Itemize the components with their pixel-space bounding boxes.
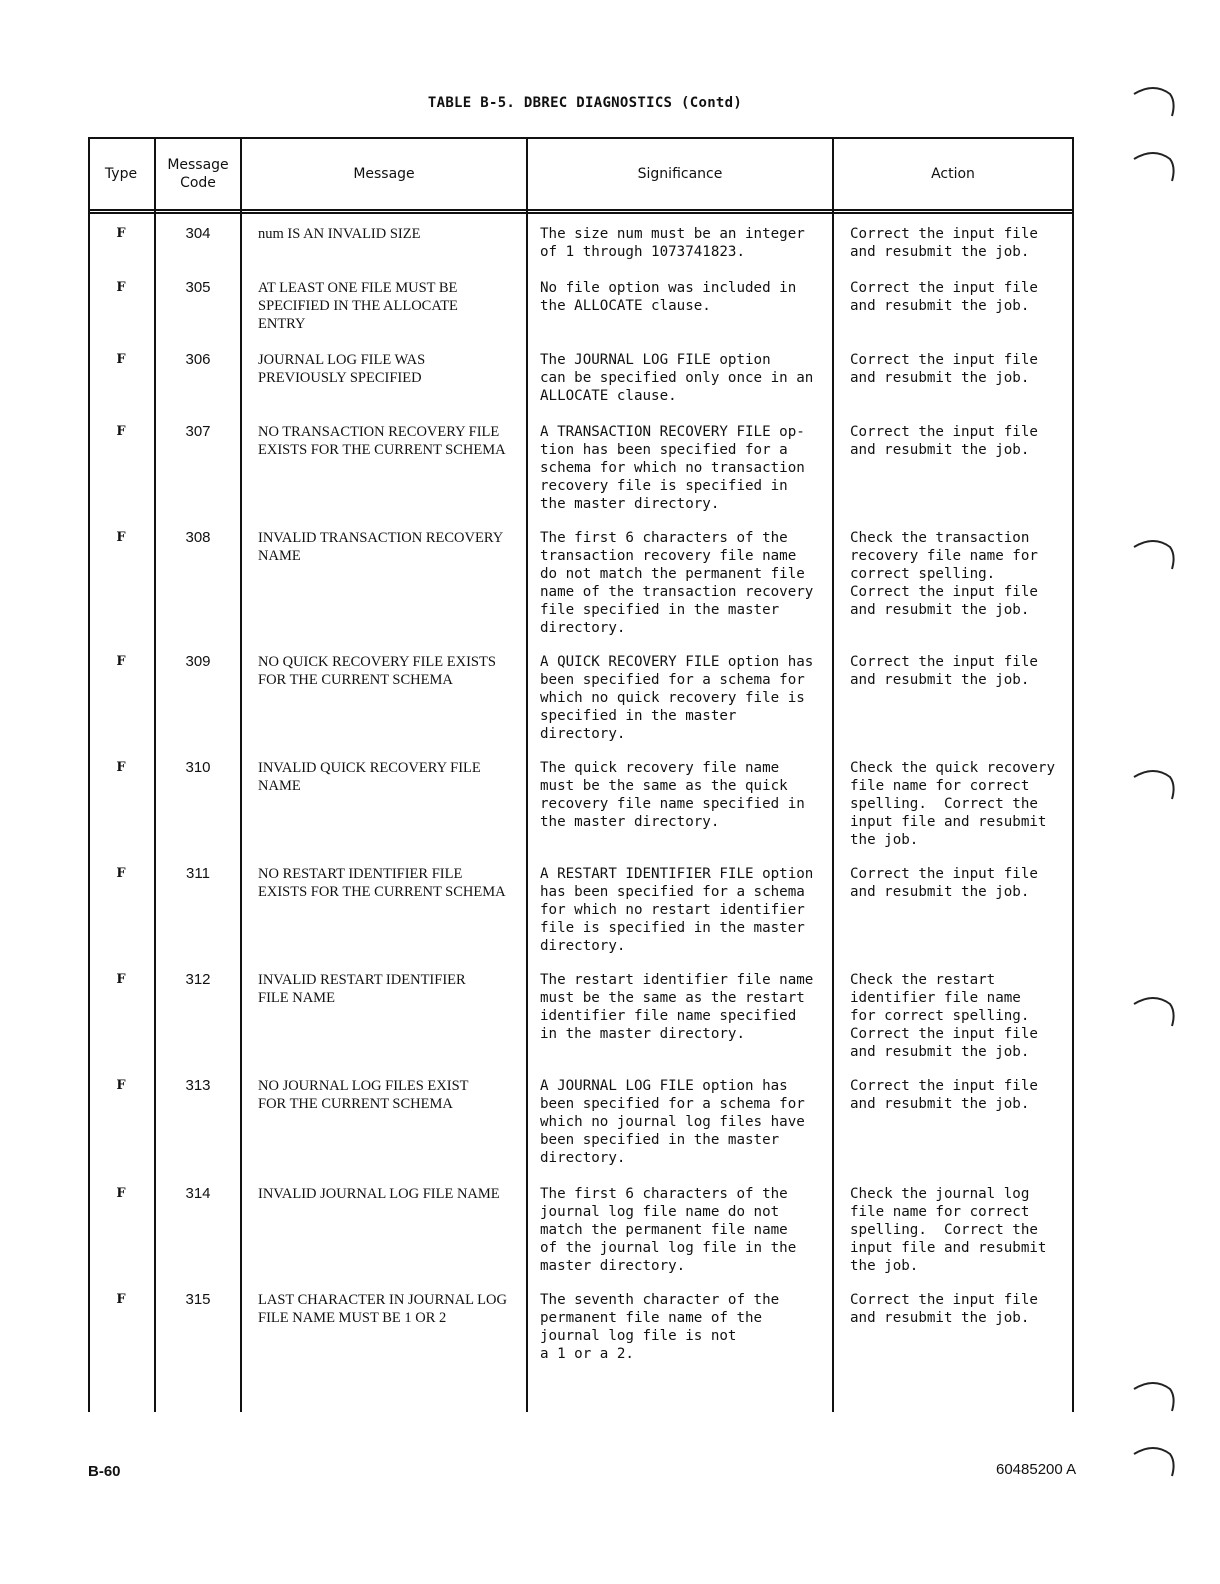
cell-type: F bbox=[116, 1078, 126, 1093]
page-number: B-60 bbox=[88, 1463, 121, 1480]
binder-hole-mark bbox=[1130, 533, 1180, 573]
cell-type: F bbox=[116, 972, 126, 987]
cell-type: F bbox=[116, 866, 126, 881]
binder-hole-mark bbox=[1130, 145, 1180, 185]
cell-action: Correct the input file and resubmit the job. bbox=[850, 424, 1038, 458]
header-action: Action bbox=[931, 166, 975, 182]
cell-action: Correct the input file and resubmit the job. bbox=[850, 352, 1038, 386]
cell-message: NO QUICK RECOVERY FILE EXISTS FOR THE CURRENT SCHEMA bbox=[258, 654, 496, 688]
cell-type: F bbox=[116, 1292, 126, 1307]
binder-hole-mark bbox=[1130, 80, 1180, 120]
cell-code: 309 bbox=[185, 653, 211, 670]
header-type: Type bbox=[104, 166, 138, 182]
diagnostics-table bbox=[88, 137, 1074, 1412]
cell-action: Correct the input file and resubmit the job. bbox=[850, 1292, 1038, 1326]
cell-significance: A QUICK RECOVERY FILE option has been specified for a schema for which no quick recovery file is specified in the master directory. bbox=[540, 654, 814, 742]
cell-code: 315 bbox=[185, 1291, 211, 1308]
column-rule bbox=[240, 137, 242, 1412]
cell-significance: A RESTART IDENTIFIER FILE option has been specified for a schema for which no restart identifier file is specified in the master directory. bbox=[540, 866, 814, 954]
cell-type: F bbox=[116, 1186, 126, 1201]
cell-type: F bbox=[116, 352, 126, 367]
cell-message: INVALID RESTART IDENTIFIER FILE NAME bbox=[258, 972, 466, 1006]
cell-significance: A TRANSACTION RECOVERY FILE op- tion has been specified for a schema for which no transaction recovery file is specified in the master directory. bbox=[540, 424, 805, 512]
cell-message: NO TRANSACTION RECOVERY FILE EXISTS FOR THE CURRENT SCHEMA bbox=[258, 424, 506, 458]
cell-significance: A JOURNAL LOG FILE option has been specified for a schema for which no journal log files have been specified in the master directory. bbox=[540, 1078, 805, 1166]
cell-code: 307 bbox=[185, 423, 211, 440]
binder-hole-mark bbox=[1130, 763, 1180, 803]
document-number: 60485200 A bbox=[996, 1461, 1077, 1478]
header-message: Message bbox=[353, 166, 415, 182]
column-rule bbox=[1072, 137, 1074, 1412]
cell-message: NO JOURNAL LOG FILES EXIST FOR THE CURRENT SCHEMA bbox=[258, 1078, 469, 1112]
binder-hole-mark bbox=[1130, 990, 1180, 1030]
cell-significance: The first 6 characters of the transaction recovery file name do not match the permanent file name of the transaction recovery file specified in the master directory. bbox=[540, 530, 814, 636]
cell-type: F bbox=[116, 530, 126, 545]
cell-code: 311 bbox=[186, 865, 210, 882]
cell-significance: No file option was included in the ALLOCATE clause. bbox=[540, 280, 797, 314]
header-rule bbox=[88, 212, 1074, 214]
cell-significance: The first 6 characters of the journal log file name do not match the permanent file name of the journal log file in the master directory. bbox=[540, 1186, 797, 1274]
cell-code: 310 bbox=[185, 759, 211, 776]
cell-significance: The quick recovery file name must be the same as the quick recovery file name specified in the master directory. bbox=[540, 760, 805, 830]
cell-action: Check the journal log file name for correct spelling. Correct the input file and resubmit the job. bbox=[850, 1186, 1047, 1274]
cell-code: 305 bbox=[185, 279, 211, 296]
table-header bbox=[88, 137, 1074, 211]
cell-action: Correct the input file and resubmit the job. bbox=[850, 226, 1038, 260]
cell-significance: The size num must be an integer of 1 through 1073741823. bbox=[540, 226, 805, 260]
cell-code: 314 bbox=[185, 1185, 211, 1202]
cell-action: Check the restart identifier file name for correct spelling. Correct the input file and resubmit the job. bbox=[850, 972, 1038, 1060]
cell-message: LAST CHARACTER IN JOURNAL LOG FILE NAME MUST BE 1 OR 2 bbox=[258, 1292, 507, 1326]
cell-action: Correct the input file and resubmit the job. bbox=[850, 654, 1038, 688]
cell-action: Correct the input file and resubmit the job. bbox=[850, 866, 1038, 900]
cell-message: INVALID QUICK RECOVERY FILE NAME bbox=[258, 760, 481, 794]
header-message-code: Message Code bbox=[167, 157, 229, 191]
cell-action: Check the transaction recovery file name for correct spelling. Correct the input file and resubmit the job. bbox=[850, 530, 1038, 618]
cell-action: Check the quick recovery file name for correct spelling. Correct the input file and resubmit the job. bbox=[850, 760, 1055, 848]
cell-significance: The restart identifier file name must be the same as the restart identifier file name specified in the master directory. bbox=[540, 972, 814, 1042]
cell-type: F bbox=[116, 280, 126, 295]
cell-code: 308 bbox=[185, 529, 211, 546]
cell-type: F bbox=[116, 760, 126, 775]
cell-message: num IS AN INVALID SIZE bbox=[258, 226, 421, 242]
header-significance: Significance bbox=[637, 166, 723, 182]
cell-significance: The JOURNAL LOG FILE option can be specified only once in an ALLOCATE clause. bbox=[540, 352, 814, 404]
cell-message: NO RESTART IDENTIFIER FILE EXISTS FOR THE CURRENT SCHEMA bbox=[258, 866, 506, 900]
cell-code: 313 bbox=[185, 1077, 211, 1094]
cell-message: AT LEAST ONE FILE MUST BE SPECIFIED IN THE ALLOCATE ENTRY bbox=[258, 280, 458, 332]
cell-significance: The seventh character of the permanent file name of the journal log file is not a 1 or a 2. bbox=[540, 1292, 780, 1362]
binder-hole-mark bbox=[1130, 1440, 1180, 1480]
cell-code: 312 bbox=[185, 971, 211, 988]
cell-message: JOURNAL LOG FILE WAS PREVIOUSLY SPECIFIED bbox=[258, 352, 426, 386]
cell-action: Correct the input file and resubmit the job. bbox=[850, 1078, 1038, 1112]
cell-code: 304 bbox=[185, 225, 211, 242]
cell-code: 306 bbox=[185, 351, 211, 368]
cell-action: Correct the input file and resubmit the job. bbox=[850, 280, 1038, 314]
cell-type: F bbox=[116, 654, 126, 669]
cell-type: F bbox=[116, 424, 126, 439]
binder-hole-mark bbox=[1130, 1375, 1180, 1415]
cell-message: INVALID TRANSACTION RECOVERY NAME bbox=[258, 530, 504, 564]
cell-message: INVALID JOURNAL LOG FILE NAME bbox=[258, 1186, 500, 1202]
table-title: TABLE B-5. DBREC DIAGNOSTICS (Contd) bbox=[427, 95, 743, 111]
cell-type: F bbox=[116, 226, 126, 241]
